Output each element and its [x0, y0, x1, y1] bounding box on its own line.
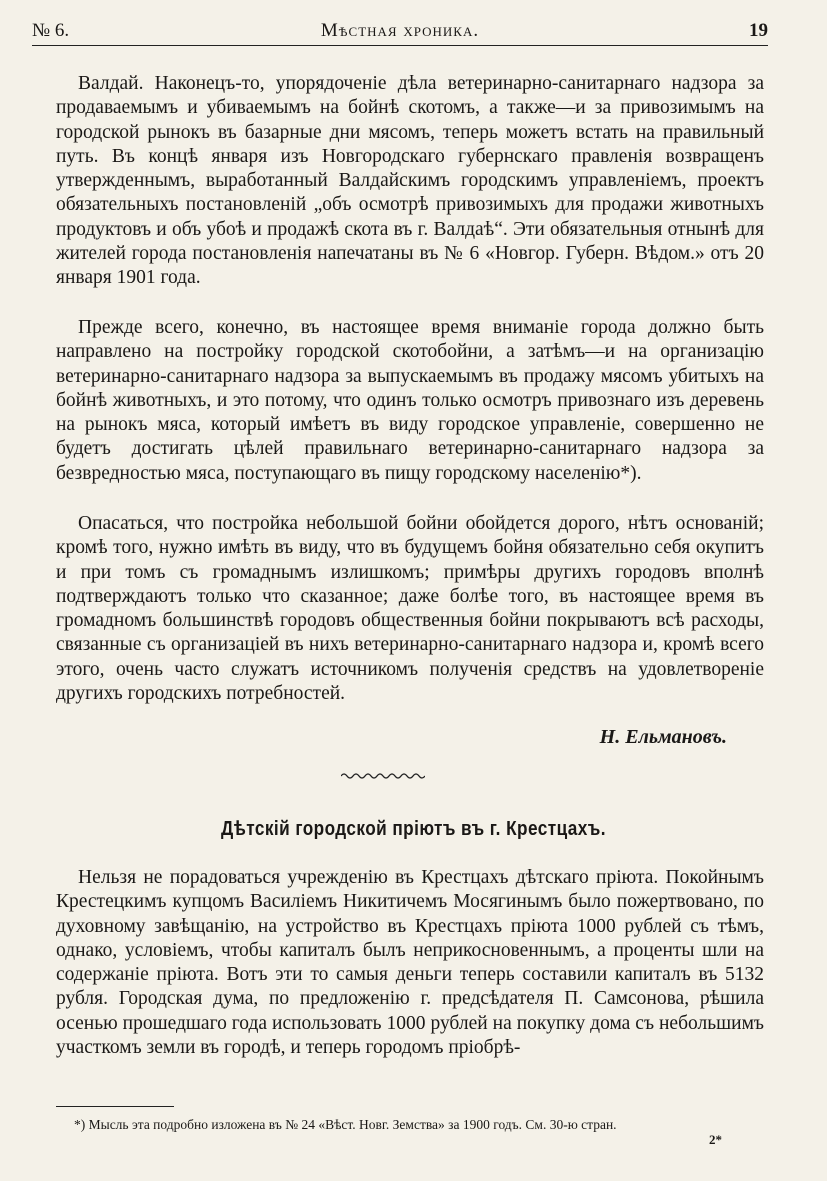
page-number: 19	[749, 20, 768, 41]
article1-paragraph-1	[56, 72, 764, 291]
paragraph-text: Прежде всего, конечно, въ настоящее время вниманiе города должно быть направлено на постройку городской скотобойни, а затѣмъ—и на организацію ветеринарно-санитарнаго надзора за выпускаемымъ въ продажу мясомъ убитыхъ на бойнѣ животныхъ, и это потому, что одинъ только осмотръ привознаго изъ деревень на рынокъ мяса, который имѣетъ въ виду городское управленіе, совершенно не будетъ достигать цѣлей правильнаго ветеринарно-санитарнаго надзора за безвредностью мяса, поступающаго въ пищу городскому населенію*).	[56, 317, 764, 484]
section-title: Мѣстная хроника.	[320, 20, 480, 41]
article1-paragraph-3	[56, 512, 764, 706]
sheet-signature-mark: 2*	[709, 1132, 722, 1147]
paragraph-text: Валдай. Наконецъ-то, упорядоченiе дѣла ветеринарно-санитарнаго надзора за продаваемымъ и убиваемымъ на бойнѣ скотомъ, а также—и за привозимымъ на городской рынокъ въ базарные дни мясомъ, теперь можетъ встать на правильный путь. Въ концѣ января изъ Новгородскаго губернскаго правленія возвращенъ утвержденнымъ, выработанный Валдайскимъ городскимъ управленіемъ, проектъ обязательныхъ постановленiй „объ осмотрѣ привозимыхъ для продажи животныхъ продуктовъ и объ убоѣ и продажѣ скота въ г. Валдаѣ“. Эти обязательныя отнынѣ для жителей города постановленія напечатаны въ № 6 «Новгор. Губерн. Вѣдом.» отъ 20 января 1901 года.	[56, 73, 764, 289]
article2-paragraph	[56, 866, 764, 1060]
paragraph-text: Опасаться, что постройка небольшой бойни обойдется дорого, нѣтъ основаній; кромѣ того, нужно имѣть въ виду, что въ будущемъ бойня обязательно себя окупитъ и при томъ съ громаднымъ излишкомъ; примѣры другихъ городовъ вполнѣ подтверждаютъ только что сказанное; даже болѣе того, въ настоящее время въ громадномъ большинствѣ городовъ общественныя бойни покрываютъ всѣ расходы, связанные съ организацiей въ нихъ ветеринарно-санитарнаго надзора и, кромѣ всего этого, очень часто служатъ источникомъ полученія средствъ на удовлетворенiе другихъ городскихъ потребностей.	[56, 513, 764, 705]
running-header	[32, 18, 768, 48]
article2-title: Дѣтскiй городской прiютъ въ г. Крестцахъ.	[221, 818, 606, 840]
wavy-divider	[341, 770, 425, 782]
article1-paragraph-2	[56, 316, 764, 486]
issue-number: № 6.	[32, 20, 70, 41]
author-signature: Н. Ельмановъ.	[599, 726, 727, 748]
footnote-rule	[56, 1106, 174, 1107]
header-rule	[32, 45, 768, 46]
paragraph-text: Нельзя не порадоваться учрежденiю въ Крестцахъ дѣтскаго прiюта. Покойнымъ Крестецкимъ купцомъ Василiемъ Никитичемъ Мосягинымъ было пожертвовано, по духовному завѣщанiю, на устройство въ Крестцахъ прiюта 1000 рублей съ тѣмъ, однако, условiемъ, чтобы капиталъ былъ неприкосновеннымъ, а проценты шли на содержанiе прiюта. Вотъ эти то самыя деньги теперь составили капиталъ въ 5132 рубля. Городская дума, по предложенiю г. предсѣдателя П. Самсонова, рѣшила осенью прошедшаго года использовать 1000 рублей на покупку дома съ небольшимъ участкомъ земли въ городѣ, и теперь городомъ прiобрѣ-	[56, 867, 764, 1059]
footnote: *) Мысль эта подробно изложена въ № 24 «Вѣст. Новг. Земства» за 1900 годъ. См. 30-ю стран.	[74, 1117, 617, 1132]
